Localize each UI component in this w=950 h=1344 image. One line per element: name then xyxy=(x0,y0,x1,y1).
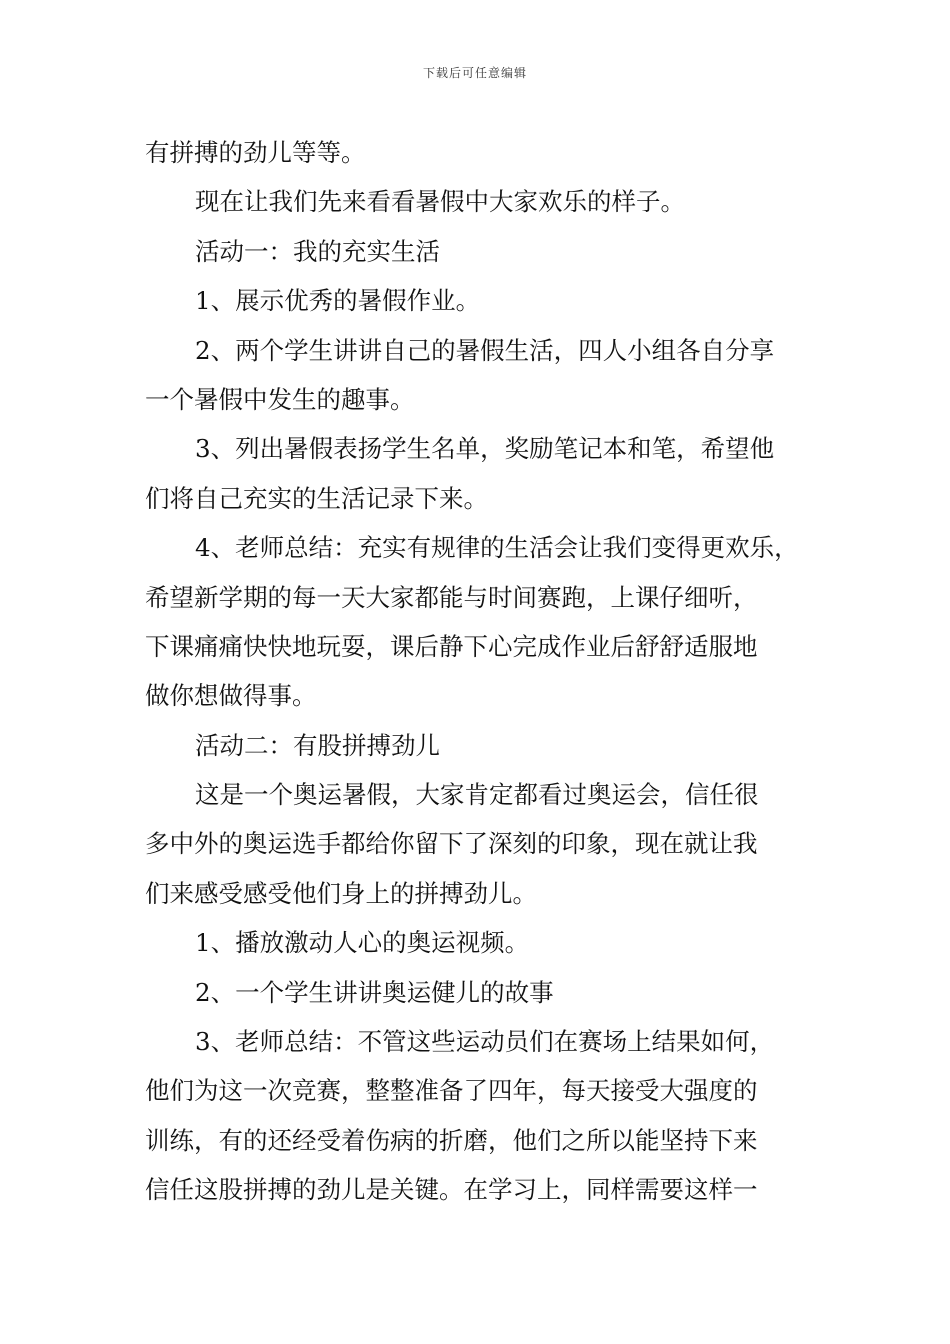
text-line-17: 1、播放激动人心的奥运视频。 xyxy=(195,928,530,958)
text-line-5: 2、两个学生讲讲自己的暑假生活，四人小组各自分享 xyxy=(195,335,775,365)
text-line-21: 训练，有的还经受着伤病的折磨，他们之所以能坚持下来 xyxy=(145,1125,758,1155)
text-line-15: 多中外的奥运选手都给你留下了深刻的印象，现在就让我 xyxy=(145,829,758,859)
activity-one-heading: 活动一：我的充实生活 xyxy=(195,236,440,266)
text-line-9: 4、老师总结：充实有规律的生活会让我们变得更欢乐， xyxy=(195,533,799,563)
text-line-11: 下课痛痛快快地玩耍，课后静下心完成作业后舒舒适服地 xyxy=(145,631,758,661)
text-line-22: 信任这股拼搏的劲儿是关键。在学习上，同样需要这样一 xyxy=(145,1175,758,1205)
text-line-20: 他们为这一次竞赛，整整准备了四年，每天接受大强度的 xyxy=(145,1076,758,1106)
document-body xyxy=(145,128,810,1215)
text-line-8: 们将自己充实的生活记录下来。 xyxy=(145,483,488,513)
text-line-1: 有拼搏的劲儿等等。 xyxy=(145,138,366,167)
text-line-12: 做你想做得事。 xyxy=(145,681,317,711)
text-line-4: 1、展示优秀的暑假作业。 xyxy=(195,286,481,316)
text-line-16: 们来感受感受他们身上的拼搏劲儿。 xyxy=(145,878,537,908)
text-line-18: 2、一个学生讲讲奥运健儿的故事 xyxy=(195,977,554,1007)
page-header: 下载后可任意编辑 xyxy=(422,66,527,80)
activity-two-heading: 活动二：有股拼搏劲儿 xyxy=(195,730,440,760)
text-line-14: 这是一个奥运暑假，大家肯定都看过奥运会，信任很 xyxy=(195,780,759,810)
text-line-2: 现在让我们先来看看暑假中大家欢乐的样子。 xyxy=(195,187,685,217)
text-line-6: 一个暑假中发生的趣事。 xyxy=(145,384,415,414)
text-line-7: 3、列出暑假表扬学生名单，奖励笔记本和笔，希望他 xyxy=(195,434,775,464)
text-line-19: 3、老师总结：不管这些运动员们在赛场上结果如何， xyxy=(195,1027,775,1057)
text-line-10: 希望新学期的每一天大家都能与时间赛跑，上课仔细听， xyxy=(145,582,758,612)
